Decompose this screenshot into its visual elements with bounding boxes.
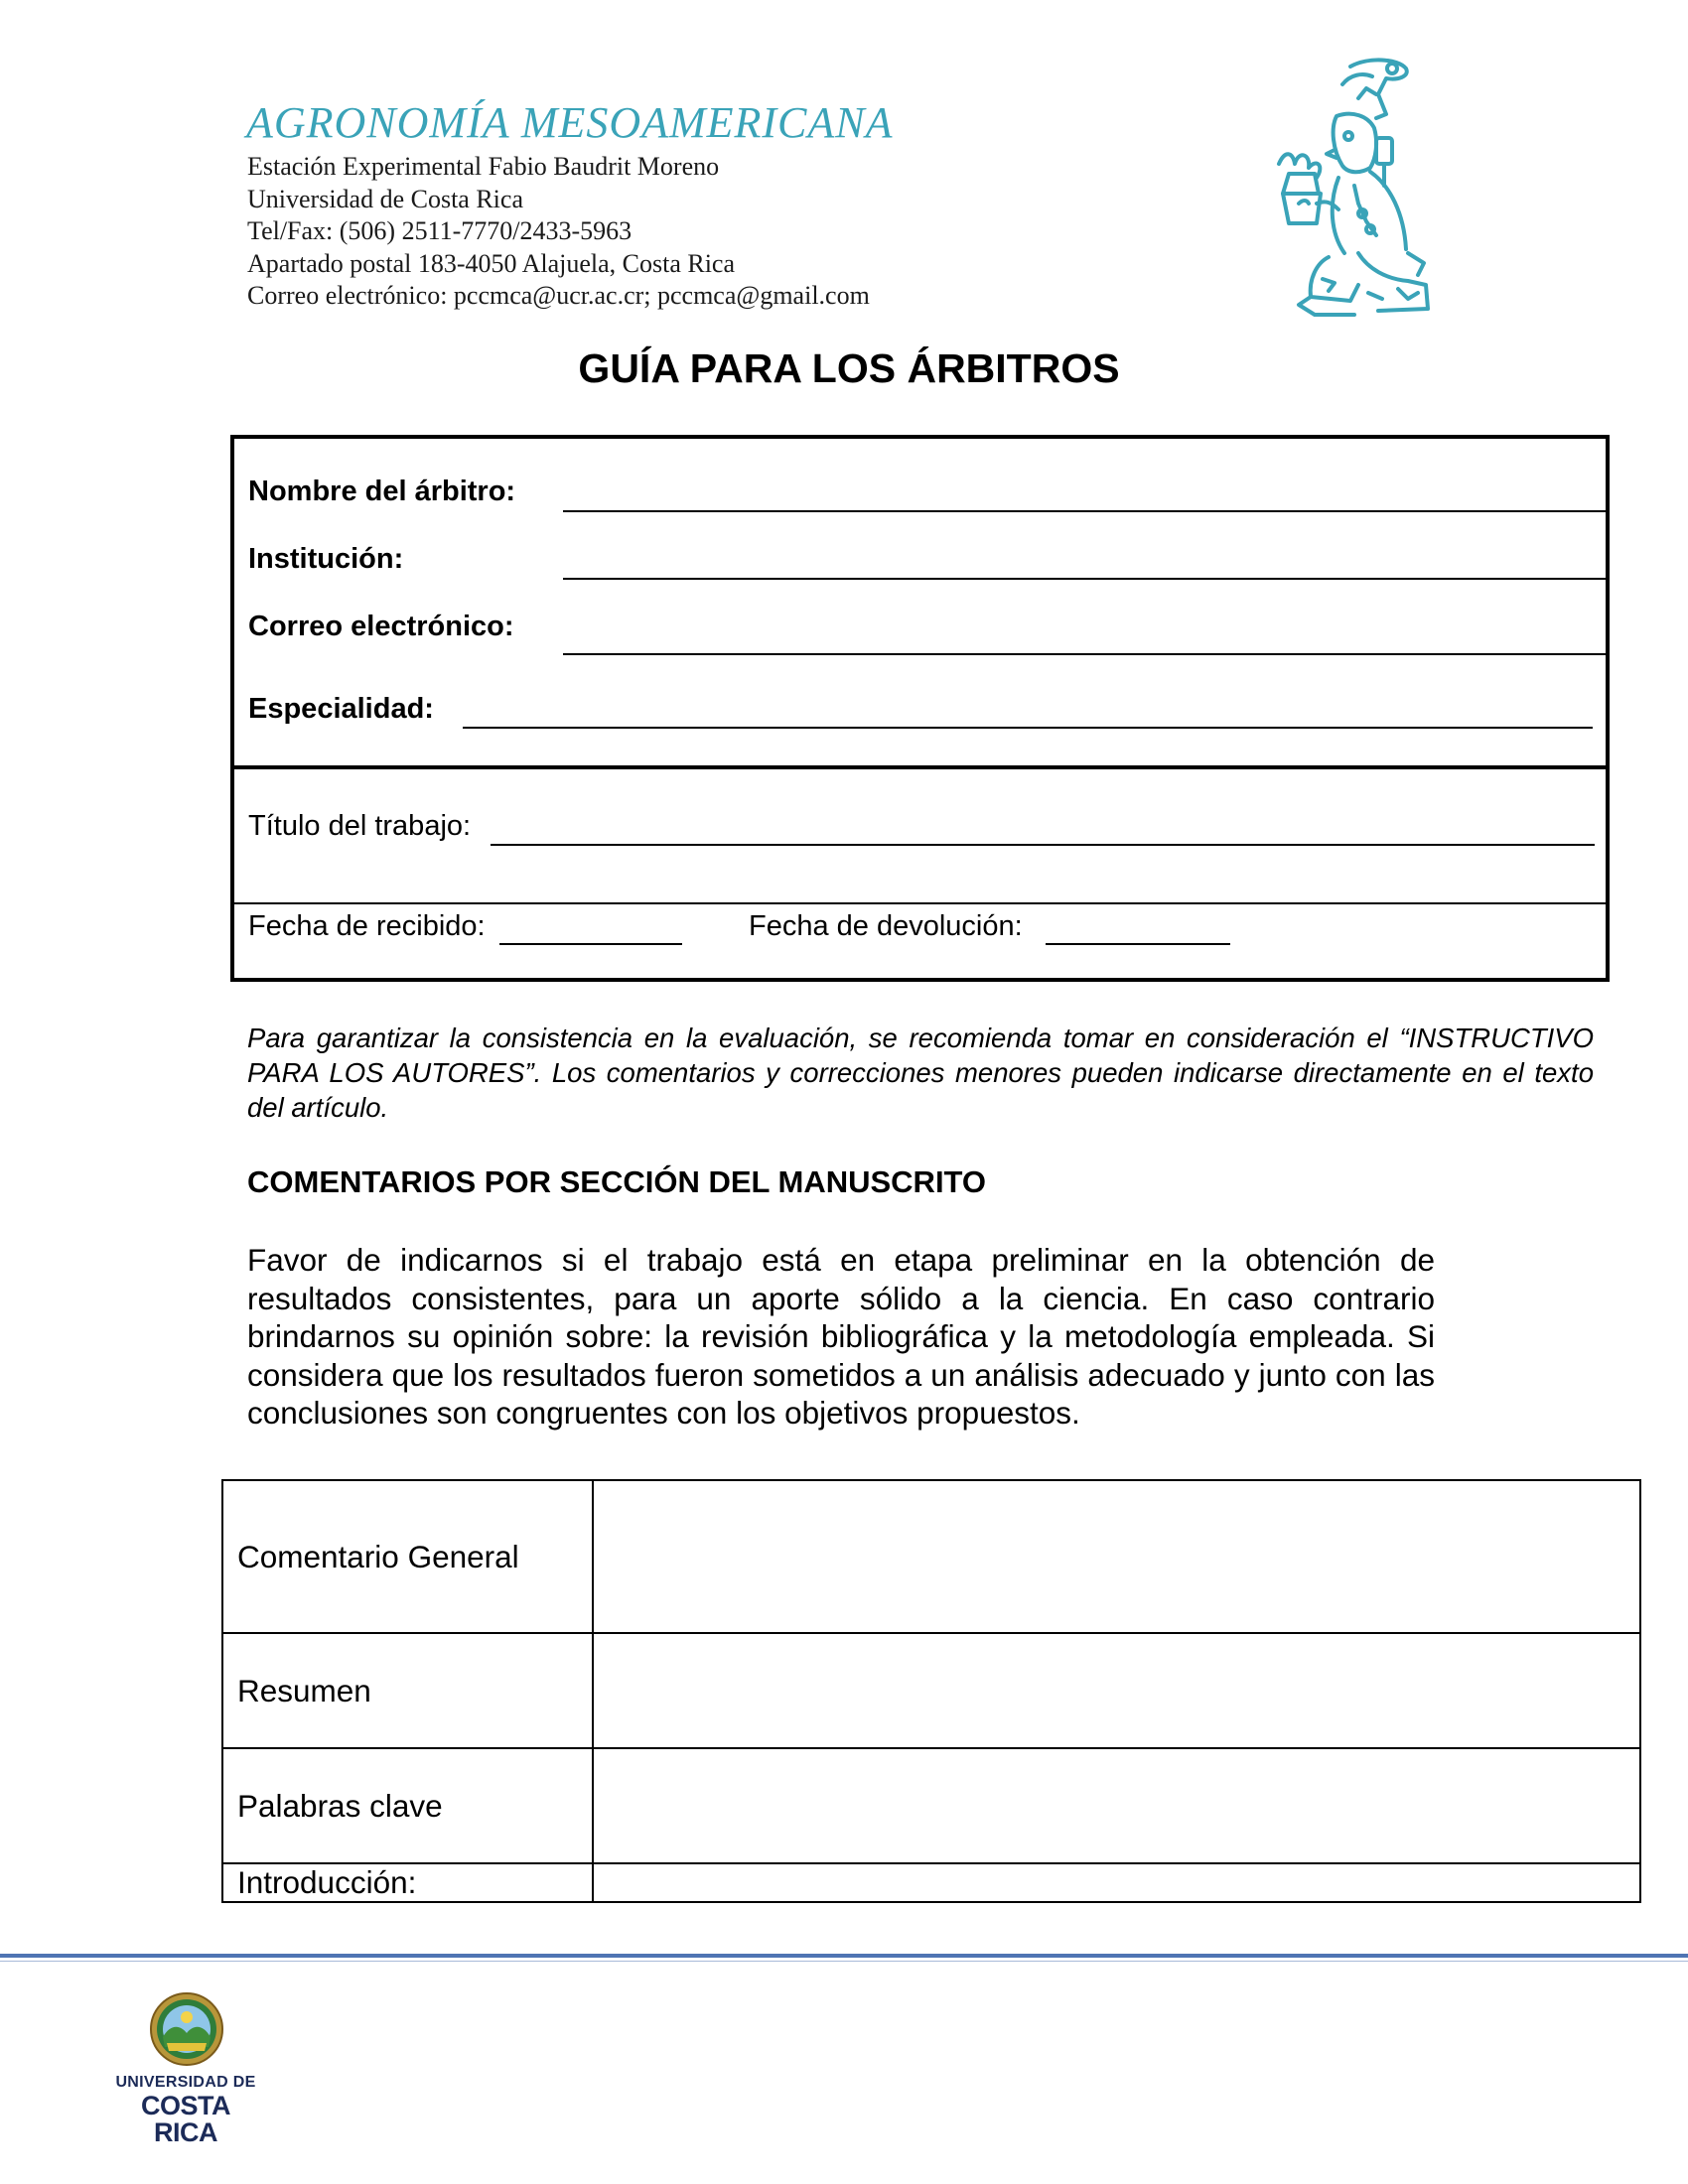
footer-rule-thin xyxy=(0,1961,1688,1962)
address-line: Estación Experimental Fabio Baudrit Moreno xyxy=(247,152,720,181)
university-line2: COSTA RICA xyxy=(141,2091,230,2147)
reviewer-info-box xyxy=(230,435,1610,982)
table-row xyxy=(222,1480,1640,1633)
email-field[interactable] xyxy=(563,653,1606,655)
table-row xyxy=(222,1863,1640,1902)
section-paragraph: Favor de indicarnos si el trabajo está en etapa preliminar en la obtención de resultados consistentes, para un aporte sólido a la ciencia. En caso contrario brindarnos su opinión sobre: la revisión bibliográfica y la metodología empleada. Si considera que los resultados fueron sometidos a un análisis adecuado y junto con las conclusiones son congruentes con los objetivos propuestos. xyxy=(247,1242,1435,1431)
specialty-field[interactable] xyxy=(463,727,1593,729)
row-label-text: Introducción: xyxy=(237,1864,417,1900)
comment-input-cell[interactable] xyxy=(593,1633,1640,1748)
section-heading: COMENTARIOS POR SECCIÓN DEL MANUSCRITO xyxy=(247,1164,987,1199)
university-line1: UNIVERSIDAD DE xyxy=(115,2074,256,2091)
table-row-label xyxy=(222,1633,593,1748)
document-title: GUÍA PARA LOS ÁRBITROS xyxy=(578,345,1120,391)
work-title-field[interactable] xyxy=(491,844,1595,846)
section-divider xyxy=(234,765,1606,769)
address-line: Tel/Fax: (506) 2511-7770/2433-5963 xyxy=(247,216,633,245)
reviewer-name-label: Nombre del árbitro: xyxy=(248,476,516,507)
address-block xyxy=(247,151,870,313)
institution-label: Institución: xyxy=(248,543,404,575)
table-row-label xyxy=(222,1863,593,1902)
work-title-label: Título del trabajo: xyxy=(248,810,472,842)
comments-table xyxy=(221,1479,1641,1903)
university-seal-icon xyxy=(149,1991,224,2067)
returned-date-field[interactable] xyxy=(1046,943,1230,945)
mayan-figure-emblem-icon xyxy=(1259,55,1443,328)
table-row xyxy=(222,1633,1640,1748)
comment-input-cell[interactable] xyxy=(593,1748,1640,1863)
row-label-text: Comentario General xyxy=(237,1538,519,1574)
address-line: Apartado postal 183-4050 Alajuela, Costa Rica xyxy=(247,248,736,278)
journal-title: AGRONOMÍA MESOAMERICANA xyxy=(246,98,894,147)
instructions-text: Para garantizar la consistencia en la evaluación, se recomienda tomar en consideración el “INSTRUCTIVO PARA LOS AUTORES”. Los comentarios y correcciones menores pueden indicarse directamente en el texto del artículo. xyxy=(247,1023,1594,1123)
section-divider xyxy=(234,902,1606,904)
address-line: Correo electrónico: pccmca@ucr.ac.cr; pccmca@gmail.com xyxy=(247,281,870,310)
footer-rule xyxy=(0,1954,1688,1958)
institution-field[interactable] xyxy=(563,578,1606,580)
received-date-field[interactable] xyxy=(499,943,682,945)
reviewer-name-field[interactable] xyxy=(563,510,1606,512)
row-label-text: Resumen xyxy=(237,1672,371,1708)
comment-input-cell[interactable] xyxy=(593,1480,1640,1633)
address-line: Universidad de Costa Rica xyxy=(247,184,523,213)
row-label-text: Palabras clave xyxy=(237,1787,443,1824)
specialty-label: Especialidad: xyxy=(248,693,434,725)
received-date-label: Fecha de recibido: xyxy=(248,910,486,942)
table-row-label xyxy=(222,1748,593,1863)
returned-date-label: Fecha de devolución: xyxy=(749,910,1023,942)
comment-input-cell[interactable] xyxy=(593,1863,1640,1902)
university-logo-text xyxy=(111,2075,260,2146)
table-row xyxy=(222,1748,1640,1863)
table-row-label xyxy=(222,1480,593,1633)
email-label: Correo electrónico: xyxy=(248,611,514,642)
